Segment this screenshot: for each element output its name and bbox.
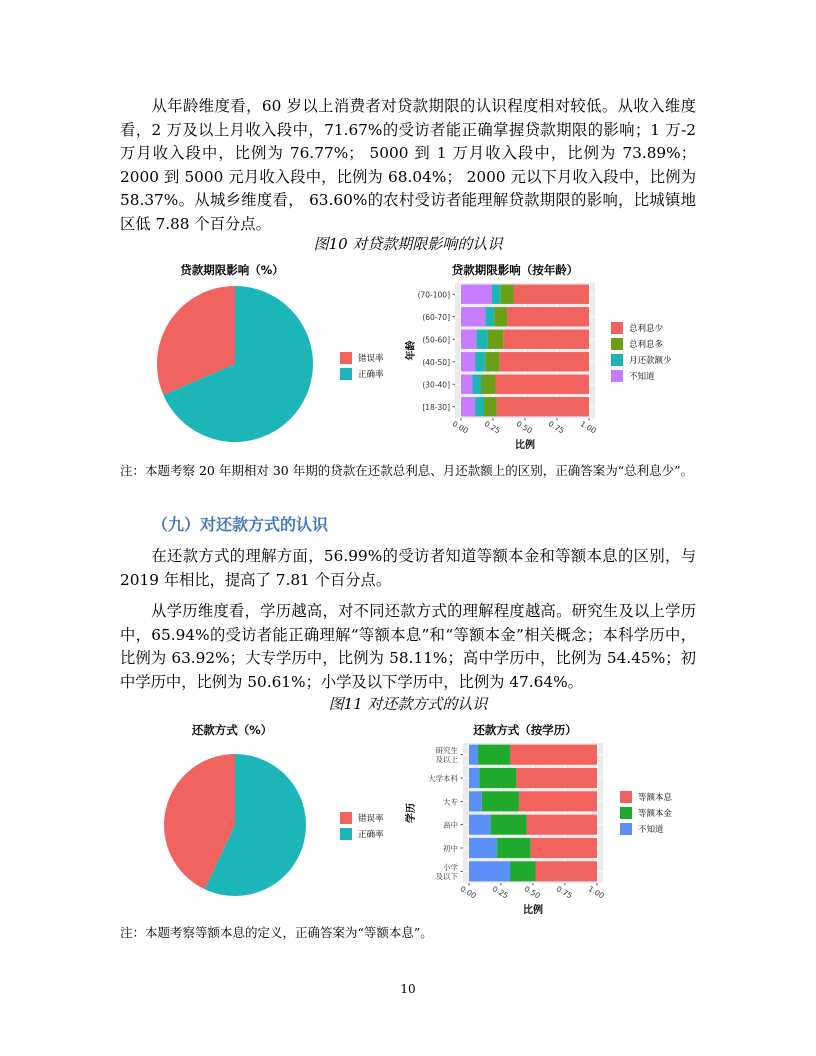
bar-segment xyxy=(461,352,475,371)
legend-swatch xyxy=(611,322,623,334)
y-tick-label: 研究生 xyxy=(435,746,458,756)
y-tick-label: 及以下 xyxy=(435,871,458,881)
x-tick-label: 1.00 xyxy=(578,419,598,436)
paragraph-repayment: 在还款方式的理解方面，56.99%的受访者知道等额本金和等额本息的区别，与 2019 年相比，提高了 7.81 个百分点。 xyxy=(120,547,696,589)
bar-segment xyxy=(479,768,516,788)
bar-segment xyxy=(481,375,495,394)
bar-segment xyxy=(496,375,589,394)
bar-segment xyxy=(478,745,510,765)
bar-segment xyxy=(469,838,497,858)
page-number: 10 xyxy=(400,982,416,996)
x-tick-label: 0.50 xyxy=(522,884,542,901)
legend-swatch xyxy=(611,354,623,366)
bar-segment xyxy=(492,285,501,304)
legend-swatch xyxy=(611,370,623,382)
section-heading: （九）对还款方式的认识 xyxy=(152,515,329,534)
y-tick-label: (70-100] xyxy=(417,290,450,300)
figure10-charts xyxy=(120,258,720,458)
bar-segment xyxy=(469,815,491,835)
legend-label: 错误率 xyxy=(358,814,384,824)
bar-segment xyxy=(482,791,519,811)
y-tick-label: 及以上 xyxy=(435,755,458,765)
y-axis-title: 年龄 xyxy=(406,340,417,361)
bar-segment xyxy=(516,768,597,788)
bar-segment xyxy=(476,330,488,349)
bar-segment xyxy=(507,307,589,326)
bar-segment xyxy=(469,861,510,881)
figure11-caption: 图11 对还款方式的认识 xyxy=(328,695,488,713)
bar-segment xyxy=(530,838,597,858)
legend-label: 等额本金 xyxy=(638,809,673,819)
bar-segment xyxy=(469,768,479,788)
bar-segment xyxy=(497,838,530,858)
bar1-title: 贷款期限影响（按年龄） xyxy=(451,263,579,277)
bar-segment xyxy=(488,330,503,349)
bar-segment xyxy=(499,352,589,371)
bar-segment xyxy=(497,397,589,416)
bar-segment xyxy=(513,285,589,304)
bar-segment xyxy=(510,861,536,881)
legend-label: 月还款额少 xyxy=(629,356,672,366)
x-tick-label: 1.00 xyxy=(586,884,606,901)
x-tick-label: 0.50 xyxy=(514,419,534,436)
legend-label: 错误率 xyxy=(358,354,384,364)
bar-segment xyxy=(519,791,597,811)
legend-swatch xyxy=(340,368,352,380)
legend-label: 不知道 xyxy=(629,372,655,382)
y-tick-label: 小学 xyxy=(443,862,458,872)
y-tick-label: 大专 xyxy=(443,797,458,807)
y-tick-label: [18-30] xyxy=(422,402,450,412)
bar-segment xyxy=(473,375,482,394)
bar-segment xyxy=(475,352,485,371)
bar-segment xyxy=(503,330,589,349)
legend-swatch xyxy=(620,791,632,803)
legend-label: 总利息少 xyxy=(629,324,664,334)
bar-segment xyxy=(501,285,514,304)
x-tick-label: 0.00 xyxy=(450,419,470,436)
figure10-caption: 图10 对贷款期限影响的认识 xyxy=(313,235,503,253)
pie2-title: 还款方式（%） xyxy=(191,723,273,737)
x-tick-label: 0.75 xyxy=(554,884,574,901)
y-tick-label: 大学本科 xyxy=(428,774,458,783)
legend-label: 等额本息 xyxy=(638,793,673,803)
bar-segment xyxy=(461,375,473,394)
y-tick-label: (50-60] xyxy=(422,335,450,345)
bar-segment xyxy=(510,745,597,765)
bar-segment xyxy=(461,307,485,326)
x-axis-title: 比例 xyxy=(523,905,543,916)
y-tick-label: 高中 xyxy=(443,820,458,830)
y-axis-title: 学历 xyxy=(406,803,417,823)
y-tick-label: (60-70] xyxy=(422,312,450,322)
figure11-charts xyxy=(120,718,720,918)
y-tick-label: (30-40] xyxy=(422,380,450,390)
legend-label: 正确率 xyxy=(358,830,384,840)
bar-segment xyxy=(491,815,527,835)
figure10-note: 注：本题考察 20 年期相对 30 年期的贷款在还款总利息、月还款额上的区别，正确答案为“总利息少”。 xyxy=(120,463,693,478)
legend-swatch xyxy=(620,807,632,819)
bar-segment xyxy=(485,307,494,326)
bar-segment xyxy=(494,307,507,326)
paragraph-education: 从学历维度看，学历越高，对不同还款方式的理解程度越高。研究生及以上学历中，65.94%的受访者能正确理解“等额本息”和“等额本金”相关概念；本科学历中，比例为 63.92%；大专学历中，比例为 58.11%；高中学历中，比例为 54.45%；初中学历中，比例为 50.61%；小学及以下学历中，比例为 47.64%。 xyxy=(120,602,696,691)
figure11-note: 注：本题考察等额本息的定义，正确答案为“等额本息”。 xyxy=(120,925,433,940)
legend-swatch xyxy=(340,352,352,364)
y-tick-label: (40-50] xyxy=(422,357,450,367)
bar-segment xyxy=(527,815,597,835)
bar2-title: 还款方式（按学历） xyxy=(473,723,577,737)
paragraph-income-age: 从年龄维度看，60 岁以上消费者对贷款期限的认识程度相对较低。从收入维度看，2 万及以上月收入段中，71.67%的受访者能正确掌握贷款期限的影响；1 万-2 万月收入段中，比例为 76.77%； 5000 到 1 万月收入段中，比例为 73.89%； 2000 到 5000 元月收入段中，比例为 68.04%； 2000 元以下月收入段中，比例为 58.37%。从城乡维度看， 63.60%的农村受访者能理解贷款期限的影响，比城镇地区低 7.88 个百分点。 xyxy=(120,97,696,233)
bar-segment xyxy=(469,745,478,765)
legend-label: 总利息多 xyxy=(629,340,664,350)
x-axis-title: 比例 xyxy=(515,440,535,451)
legend-swatch xyxy=(340,828,352,840)
bar-segment xyxy=(461,285,492,304)
legend-label: 正确率 xyxy=(358,370,384,380)
bar-segment xyxy=(475,397,484,416)
pie1-title: 贷款期限影响（%） xyxy=(180,263,284,277)
x-tick-label: 0.25 xyxy=(490,884,510,901)
legend-swatch xyxy=(611,338,623,350)
x-tick-label: 0.00 xyxy=(458,884,478,901)
y-tick-label: 初中 xyxy=(443,844,458,853)
legend-label: 不知道 xyxy=(638,825,664,835)
bar-segment xyxy=(469,791,482,811)
legend-swatch xyxy=(340,812,352,824)
legend-swatch xyxy=(620,823,632,835)
bar-segment xyxy=(536,861,597,881)
bar-segment xyxy=(484,397,497,416)
bar-segment xyxy=(461,330,476,349)
x-tick-label: 0.25 xyxy=(482,419,502,436)
x-tick-label: 0.75 xyxy=(546,419,566,436)
bar-segment xyxy=(461,397,475,416)
bar-segment xyxy=(485,352,499,371)
